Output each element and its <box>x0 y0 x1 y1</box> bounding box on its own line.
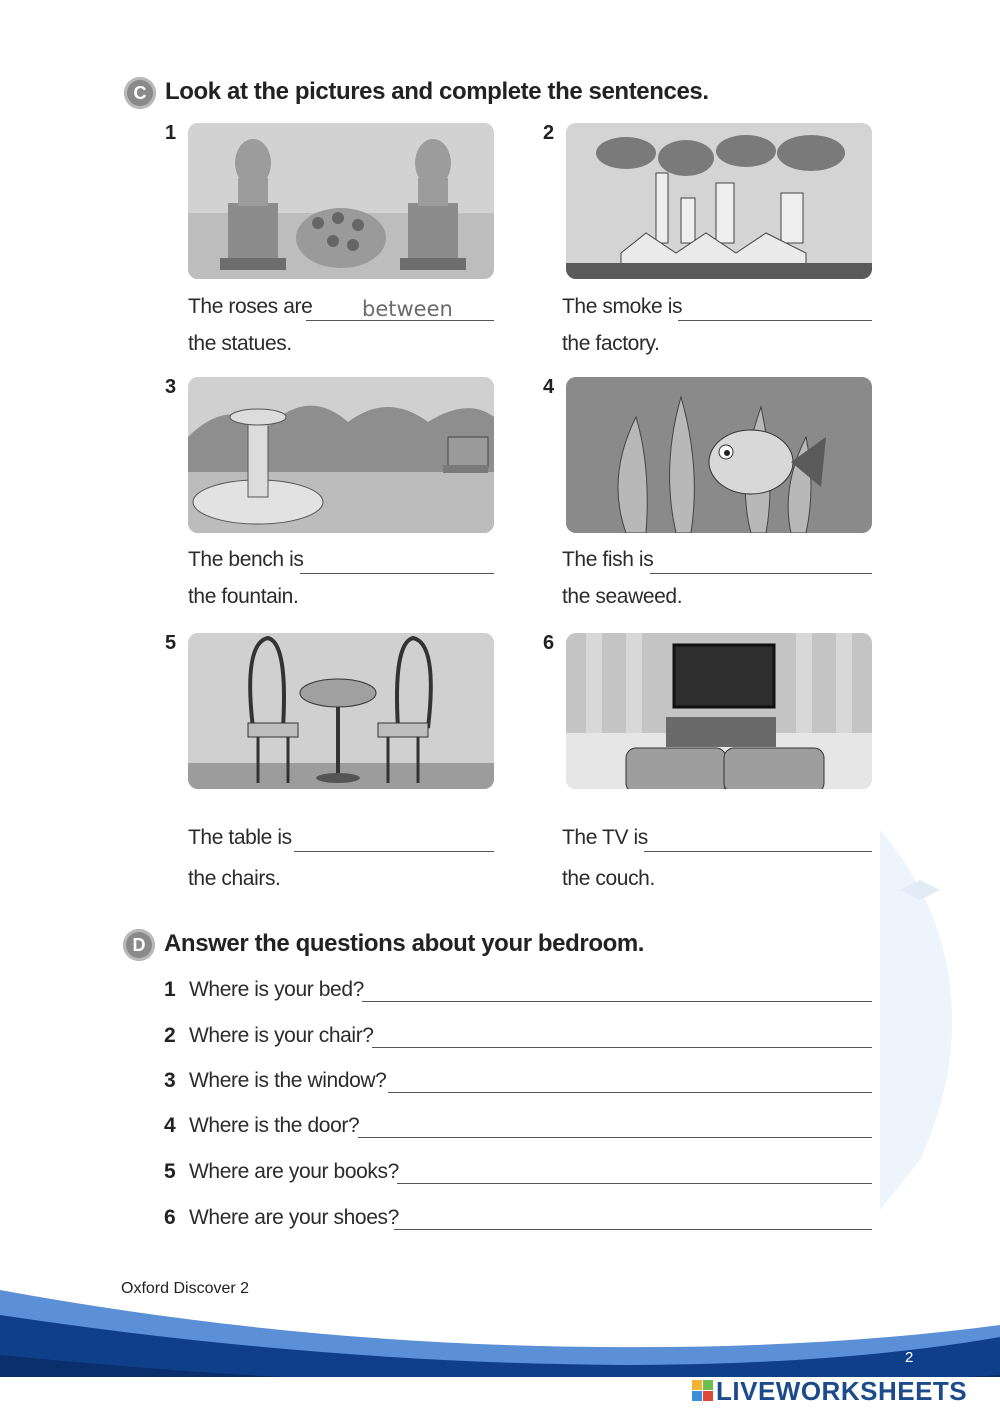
sentence-start: The table is <box>188 826 292 849</box>
sentence-end: the chairs. <box>188 867 281 890</box>
question-number: 6 <box>164 1206 176 1229</box>
question-number: 4 <box>164 1114 176 1137</box>
answer-blank[interactable] <box>300 547 494 574</box>
question-text: Where is the window? <box>189 1069 387 1092</box>
answer-blank[interactable] <box>678 294 872 321</box>
question-text: Where is your chair? <box>189 1024 374 1047</box>
question-number: 3 <box>164 1069 176 1092</box>
picture-lion-statues-roses <box>188 123 494 279</box>
picture-fish-seaweed <box>566 377 872 533</box>
section-d-badge: D <box>123 929 155 961</box>
picture-factory-smoke <box>566 123 872 279</box>
item-number: 6 <box>543 632 555 654</box>
sentence-end: the statues. <box>188 332 292 355</box>
question-number: 1 <box>164 978 176 1001</box>
answer-line[interactable] <box>397 1159 872 1184</box>
sentence-start: The roses are <box>188 295 313 318</box>
sentence-end: the couch. <box>562 867 655 890</box>
sentence-start: The smoke is <box>562 295 683 318</box>
item-number: 5 <box>165 632 177 654</box>
answer-line[interactable] <box>362 977 872 1002</box>
section-c-title: Look at the pictures and complete the sentences. <box>165 78 709 105</box>
answer-text: between <box>362 297 453 321</box>
answer-blank[interactable] <box>644 825 872 852</box>
answer-blank[interactable] <box>650 547 872 574</box>
picture-tv-couch <box>566 633 872 789</box>
picture-table-chairs <box>188 633 494 789</box>
question-text: Where is the door? <box>189 1114 360 1137</box>
brand-logo-icon <box>692 1380 714 1402</box>
answer-line[interactable] <box>358 1113 872 1138</box>
item-number: 4 <box>543 376 555 398</box>
answer-line[interactable] <box>394 1205 872 1230</box>
item-number: 3 <box>165 376 177 398</box>
sentence-end: the seaweed. <box>562 585 683 608</box>
question-number: 5 <box>164 1160 176 1183</box>
question-text: Where are your books? <box>189 1160 399 1183</box>
item-number: 1 <box>165 122 177 144</box>
sentence-end: the factory. <box>562 332 660 355</box>
sentence-start: The bench is <box>188 548 304 571</box>
item-number: 2 <box>543 122 555 144</box>
question-text: Where are your shoes? <box>189 1206 399 1229</box>
answer-line[interactable] <box>388 1068 872 1093</box>
brand-text: LIVEWORKSHEETS <box>716 1376 968 1406</box>
answer-line[interactable] <box>372 1023 872 1048</box>
section-d-title: Answer the questions about your bedroom. <box>164 930 645 957</box>
book-title: Oxford Discover 2 <box>121 1280 250 1297</box>
question-number: 2 <box>164 1024 176 1047</box>
sentence-end: the fountain. <box>188 585 299 608</box>
question-text: Where is your bed? <box>189 978 364 1001</box>
sentence-start: The fish is <box>562 548 654 571</box>
section-c-badge: C <box>124 77 156 109</box>
picture-fountain-bench <box>188 377 494 533</box>
watermark-shape <box>860 830 1000 1250</box>
answer-blank[interactable] <box>294 825 494 852</box>
page-number: 2 <box>905 1349 914 1366</box>
sentence-start: The TV is <box>562 826 648 849</box>
